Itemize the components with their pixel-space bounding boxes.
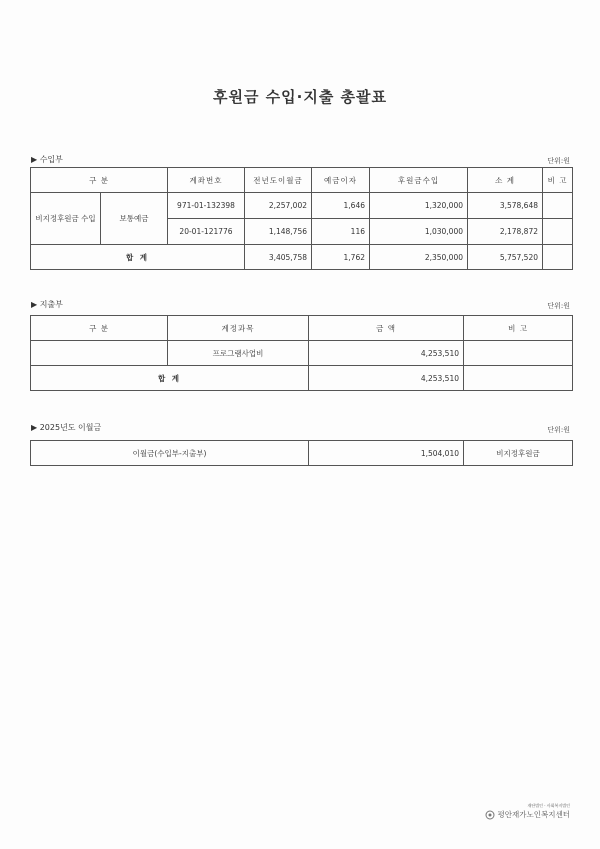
triangle-icon: ▶ (31, 300, 38, 309)
donation-value: 1,030,000 (370, 219, 468, 245)
expense-total-amount: 4,253,510 (309, 366, 464, 391)
triangle-icon: ▶ (31, 155, 38, 164)
total-note (543, 245, 573, 270)
income-table (30, 167, 573, 270)
carryover-item: 이월금(수입부-지출부) (31, 441, 309, 466)
expense-table (30, 315, 573, 391)
account-number: 971-01-132398 (168, 193, 245, 219)
total-interest: 1,762 (312, 245, 370, 270)
header-donation: 후원금수입 (370, 168, 468, 193)
header-interest: 예금이자 (312, 168, 370, 193)
carryover-value: 2,257,002 (245, 193, 312, 219)
note-value (543, 219, 573, 245)
organization-footer (485, 803, 570, 820)
expense-category (31, 341, 168, 366)
income-unit: 단위:원 (547, 157, 570, 165)
income-total-label: 합 계 (31, 245, 245, 270)
note-value (543, 193, 573, 219)
carryover-label: 2025년도 이월금 (39, 423, 102, 432)
expense-total-note (464, 366, 573, 391)
total-carryover: 3,405,758 (245, 245, 312, 270)
table-row (31, 193, 573, 219)
page-title: 후원금 수입·지출 총괄표 (212, 88, 388, 106)
footer-small-text: 재단법인 · 사회복지법인 (527, 803, 570, 808)
interest-value: 1,646 (312, 193, 370, 219)
header-account: 계정과목 (168, 316, 309, 341)
expense-unit: 단위:원 (547, 302, 570, 310)
expense-amount: 4,253,510 (309, 341, 464, 366)
org-name: 평안재가노인복지센터 (497, 810, 570, 819)
expense-header-row (31, 316, 573, 341)
header-category: 구 분 (31, 168, 168, 193)
subtotal-value: 3,578,648 (468, 193, 543, 219)
triangle-icon: ▶ (31, 423, 38, 432)
expense-label: 지출부 (39, 300, 63, 309)
header-carryover: 전년도이월금 (245, 168, 312, 193)
income-label: 수입부 (39, 155, 63, 164)
carryover-section-label (31, 422, 101, 433)
carryover-table (30, 440, 573, 466)
income-subcategory: 보통예금 (101, 193, 168, 245)
expense-total-label: 합 계 (31, 366, 309, 391)
table-row (31, 341, 573, 366)
expense-total-row (31, 366, 573, 391)
income-section-label (31, 154, 63, 165)
table-row (31, 441, 573, 466)
expense-section-label (31, 299, 63, 310)
account-number: 20-01-121776 (168, 219, 245, 245)
carryover-unit: 단위:원 (547, 426, 570, 434)
income-header-row (31, 168, 573, 193)
total-subtotal: 5,757,520 (468, 245, 543, 270)
expense-note (464, 341, 573, 366)
income-category: 비지정후원금 수입 (31, 193, 101, 245)
subtotal-value: 2,178,872 (468, 219, 543, 245)
interest-value: 116 (312, 219, 370, 245)
total-donation: 2,350,000 (370, 245, 468, 270)
seal-icon (485, 810, 495, 820)
footer-org (485, 809, 570, 820)
carryover-value: 1,148,756 (245, 219, 312, 245)
header-account: 계좌번호 (168, 168, 245, 193)
income-total-row (31, 245, 573, 270)
carryover-note: 비지정후원금 (464, 441, 573, 466)
header-note: 비 고 (464, 316, 573, 341)
header-subtotal: 소 계 (468, 168, 543, 193)
expense-account: 프로그램사업비 (168, 341, 309, 366)
header-category: 구 분 (31, 316, 168, 341)
donation-value: 1,320,000 (370, 193, 468, 219)
header-note: 비 고 (543, 168, 573, 193)
carryover-amount: 1,504,010 (309, 441, 464, 466)
header-amount: 금 액 (309, 316, 464, 341)
